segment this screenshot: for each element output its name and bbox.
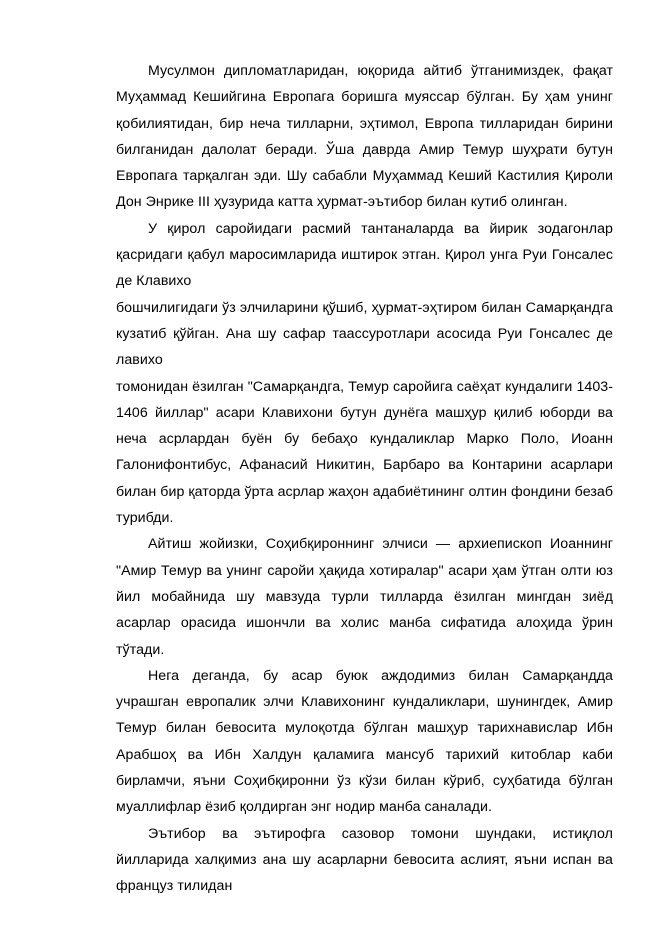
paragraph: томонидан ёзилган "Самарқандга, Темур саройига саёҳат кундалиги 1403-1406 йиллар" асари Клавихони бутун дунёга машҳур қилиб юборди ва неча асрлардан буён бу бебаҳо кундаликлар Марко Поло, Иоанн Галонифонтибус, Афанасий Никитин, Барбаро ва Контарини асарлари билан бир қаторда ўрта асрлар жаҳон адабиётининг олтин фондини безаб турибди. <box>116 378 613 527</box>
document-body <box>116 58 613 900</box>
paragraph: У қирол саройидаги расмий тантаналарда ва йирик зодагонлар қасридаги қабул маросимларида иштирок этган. Қирол унга Руи Гонсалес де Клавихо <box>116 220 613 290</box>
paragraph: Эътибор ва эътирофга сазовор томони шундаки, истиқлол йилларида халқимиз ана шу асарларни бевосита аслият, яъни испан ва француз тилидан <box>116 825 613 895</box>
paragraph: Айтиш жойизки, Соҳибқироннинг элчиси — архиепископ Иоаннинг "Амир Темур ва унинг саройи ҳақида хотиралар" асари ҳам ўтган олти юз йил мобайнида шу мавзуда турли тилларда ёзилган мингдан зиёд асарлар орасида ишончли ва холис манба сифатида алоҳида ўрин тўтади. <box>116 536 613 658</box>
paragraph: бошчилигидаги ўз элчиларини қўшиб, ҳурмат-эҳтиром билан Самарқандга кузатиб қўйган. Ана шу сафар таассуротлари асосида Руи Гонсалес де лавихо <box>116 299 613 369</box>
paragraph: Нега деганда, бу асар буюк аждодимиз билан Самарқандда учрашган европалик элчи Клавихонинг кундаликлари, шунингдек, Амир Темур билан бевосита мулоқотда бўлган машҳур тарихнавислар Ибн Арабшоҳ ва Ибн Халдун қаламига мансуб тарихий китоблар каби бирламчи, яъни Соҳибқиронни ўз кўзи билан кўриб, суҳбатида бўлган муаллифлар ёзиб қолдирган энг нодир манба саналади. <box>116 667 613 816</box>
paragraph: Мусулмон дипломатларидан, юқорида айтиб ўтганимиздек, фақат Муҳаммад Кешийгина Европага боришга муяссар бўлган. Бу ҳам унинг қобилиятидан, бир неча тилларни, эҳтимол, Европа тилларидан бирини билганидан далолат беради. Ўша даврда Амир Темур шуҳрати бутун Европага тарқалган эди. Шу сабабли Муҳаммад Кеший Кастилия Қироли Дон Энрике III ҳузурида катта ҳурмат-эътибор билан кутиб олинган. <box>116 63 613 211</box>
